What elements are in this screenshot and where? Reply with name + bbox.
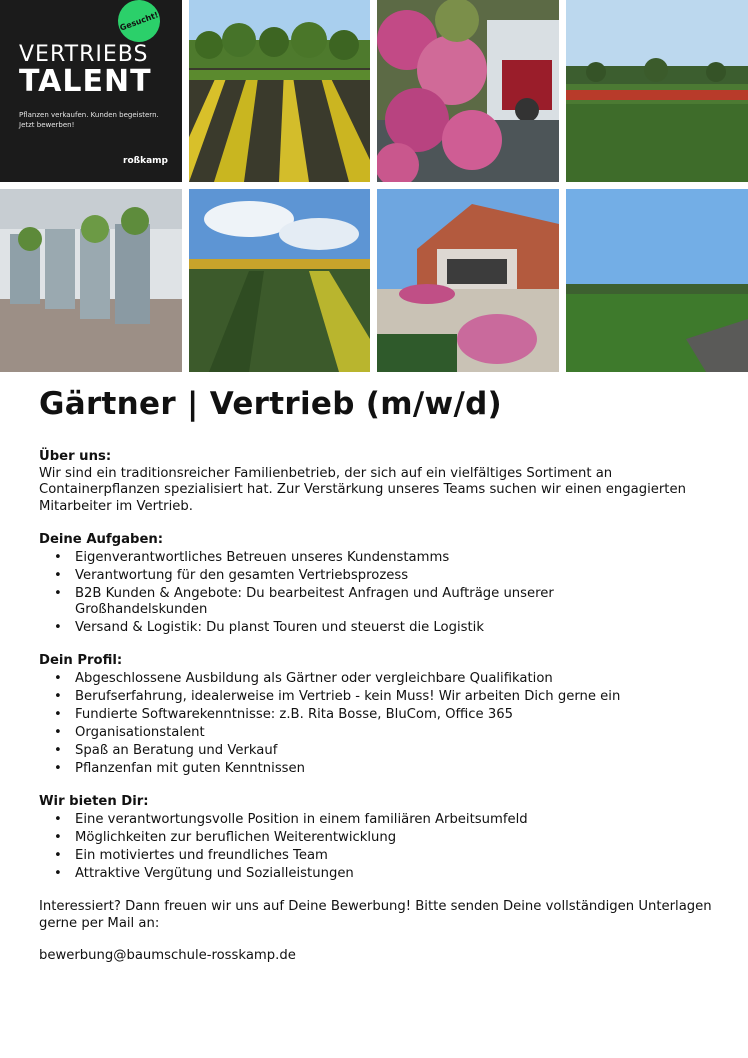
list-item: • Eine verantwortungsvolle Position in einem familiären Arbeitsumfeld	[75, 812, 719, 829]
brand-title-line1: VERTRIEBS	[19, 42, 149, 67]
about-text: Wir sind ein traditionsreicher Familienbetrieb, der sich auf ein vielfältiges Sortiment an Containerpflanzen spezialisiert hat. Zur Verstärkung unseres Teams suchen wir einen engagierten Mitarbeiter im Vertrieb.	[39, 465, 686, 514]
tasks-list	[39, 550, 719, 637]
brand-title-line2: TALENT	[19, 64, 152, 99]
offer-heading: Wir bieten Dir:	[39, 794, 149, 809]
photo-office-building	[377, 189, 559, 372]
company-logo: roßkamp	[123, 156, 168, 166]
photo-conifer-field-clouds	[189, 189, 370, 372]
list-item: • Fundierte Softwarekenntnisse: z.B. Rita Bosse, BluCom, Office 365	[75, 707, 719, 724]
list-item: • Organisationstalent	[75, 725, 719, 742]
list-item: • Möglichkeiten zur beruflichen Weiterentwicklung	[75, 830, 719, 847]
closing-text: Interessiert? Dann freuen wir uns auf Deine Bewerbung! Bitte senden Deine vollständigen Unterlagen gerne per Mail an:	[39, 899, 712, 931]
profile-list	[39, 671, 719, 778]
offer-section	[39, 794, 719, 884]
about-section	[39, 449, 719, 515]
brand-tile	[0, 0, 182, 182]
list-item: • Spaß an Beratung und Verkauf	[75, 743, 719, 760]
list-item: • Berufserfahrung, idealerweise im Vertrieb - kein Muss! Wir arbeiten Dich gerne ein	[75, 689, 719, 706]
list-item: • Attraktive Vergütung und Sozialleistungen	[75, 866, 719, 883]
profile-heading: Dein Profil:	[39, 653, 123, 668]
tasks-section	[39, 532, 719, 638]
wanted-badge: Gesucht!	[112, 0, 166, 48]
profile-section	[39, 653, 719, 779]
photo-nursery-field-sky	[566, 0, 748, 182]
list-item: • Versand & Logistik: Du planst Touren und steuerst die Logistik	[75, 620, 719, 637]
application-email-link[interactable]: bewerbung@baumschule-rosskamp.de	[39, 948, 296, 963]
list-item: • Ein motiviertes und freundliches Team	[75, 848, 719, 865]
photo-greenhouse-trolleys	[0, 189, 182, 372]
closing-section	[39, 899, 719, 932]
offer-list	[39, 812, 719, 883]
photo-field-morning	[566, 189, 748, 372]
list-item: • Verantwortung für den gesamten Vertriebsprozess	[75, 568, 719, 585]
photo-pink-plants-truck	[377, 0, 559, 182]
job-posting	[39, 386, 719, 422]
photo-field-rows-yellow	[189, 0, 370, 182]
list-item: • B2B Kunden & Angebote: Du bearbeitest Anfragen und Aufträge unserer Großhandelskunden	[75, 586, 635, 619]
list-item: • Pflanzenfan mit guten Kenntnissen	[75, 761, 719, 778]
brand-tagline: Pflanzen verkaufen. Kunden begeistern. Jetzt bewerben!	[19, 111, 159, 129]
job-title: Gärtner | Vertrieb (m/w/d)	[39, 386, 503, 422]
list-item: • Abgeschlossene Ausbildung als Gärtner oder vergleichbare Qualifikation	[75, 671, 719, 688]
tasks-heading: Deine Aufgaben:	[39, 532, 164, 547]
list-item: • Eigenverantwortliches Betreuen unseres Kundenstamms	[75, 550, 719, 567]
photo-grid	[0, 0, 748, 372]
about-heading: Über uns:	[39, 449, 112, 464]
